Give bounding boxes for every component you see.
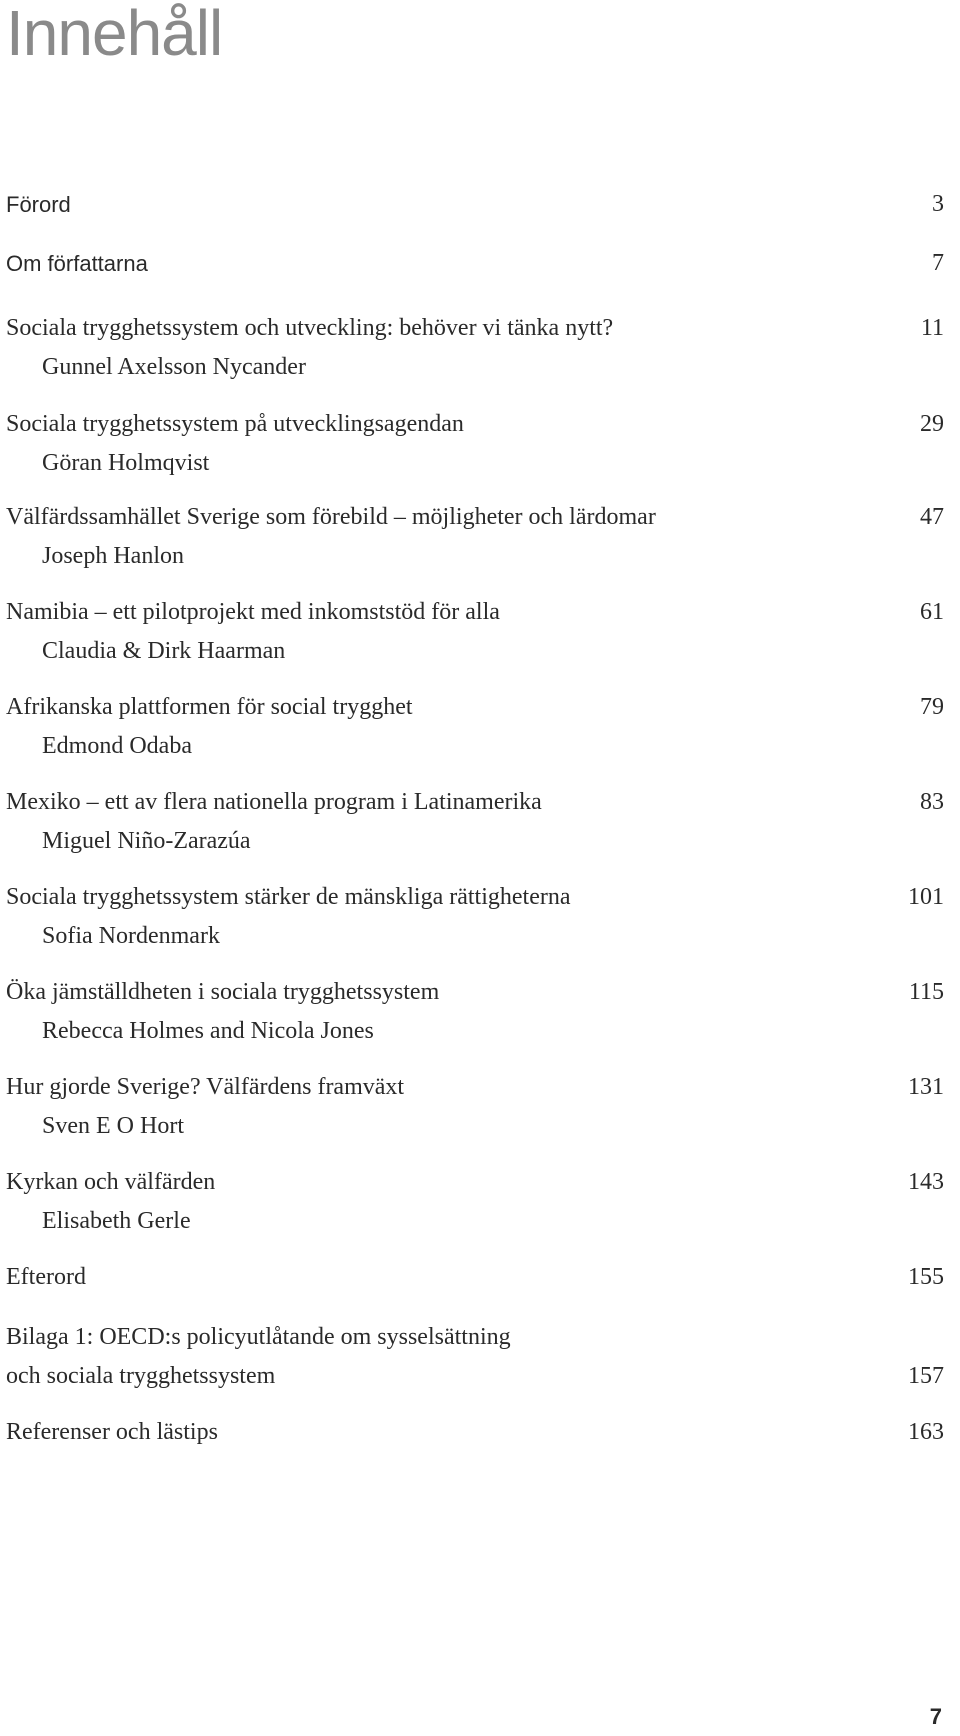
- entry-title: Välfärdssamhället Sverige som förebild – möjligheter och lärdomar: [6, 504, 656, 530]
- entry-page-number: 115: [908, 979, 944, 1005]
- entry-title-continued: och sociala trygghetssystem: [6, 1363, 276, 1389]
- entry-page-number: 79: [920, 694, 944, 720]
- toc-entry: [6, 783, 944, 861]
- entry-title: Referenser och lästips: [6, 1419, 218, 1445]
- entry-title: Mexiko – ett av flera nationella program i Latinamerika: [6, 789, 542, 815]
- toc-entry: [6, 309, 944, 387]
- entry-title: Efterord: [6, 1264, 86, 1290]
- entry-title: Sociala trygghetssystem på utvecklingsagendan: [6, 411, 464, 437]
- entry-author: Miguel Niño-Zarazúa: [42, 828, 251, 854]
- entry-title: Sociala trygghetssystem stärker de mänskliga rättigheterna: [6, 884, 571, 910]
- entry-author: Edmond Odaba: [42, 733, 192, 759]
- entry-page-number: 61: [920, 599, 944, 625]
- entry-page-number: 3: [932, 191, 944, 217]
- toc-entry-om-forfattarna: [6, 244, 944, 283]
- page-folio: 7: [929, 1704, 942, 1729]
- entry-author: Gunnel Axelsson Nycander: [42, 354, 306, 380]
- toc-entry: [6, 878, 944, 956]
- entry-title: Bilaga 1: OECD:s policyutlåtande om sysselsättning: [6, 1324, 511, 1350]
- entry-page-number: 143: [908, 1169, 944, 1195]
- toc-entry: [6, 973, 944, 1051]
- entry-title: Hur gjorde Sverige? Välfärdens framväxt: [6, 1074, 405, 1100]
- entry-title: Öka jämställdheten i sociala trygghetssystem: [6, 979, 440, 1005]
- page-title: Innehåll: [6, 0, 223, 69]
- entry-page-number: 7: [932, 250, 944, 276]
- entry-title: Sociala trygghetssystem och utveckling: behöver vi tänka nytt?: [6, 315, 614, 341]
- entry-title: Kyrkan och välfärden: [6, 1169, 216, 1195]
- entry-page-number: 29: [920, 411, 944, 437]
- entry-title: Förord: [6, 192, 71, 217]
- entry-page-number: 131: [908, 1074, 944, 1100]
- toc-entry-forord: [6, 185, 944, 224]
- toc-entry-bilaga: [6, 1318, 944, 1396]
- toc-entry: [6, 1068, 944, 1146]
- entry-page-number: 157: [908, 1363, 944, 1389]
- toc-entry: [6, 405, 944, 483]
- entry-author: Sofia Nordenmark: [42, 923, 220, 949]
- toc-entry: [6, 688, 944, 766]
- entry-author: Göran Holmqvist: [42, 450, 210, 476]
- entry-title: Om författarna: [6, 251, 148, 276]
- entry-author: Sven E O Hort: [42, 1113, 184, 1139]
- toc-entry-efterord: [6, 1258, 944, 1297]
- entry-author: Rebecca Holmes and Nicola Jones: [42, 1018, 374, 1044]
- toc-entry: [6, 593, 944, 671]
- entry-author: Claudia & Dirk Haarman: [42, 638, 286, 664]
- entry-title: Afrikanska plattformen för social trygghet: [6, 694, 413, 720]
- toc-entry: [6, 498, 944, 576]
- entry-title: Namibia – ett pilotprojekt med inkomststöd för alla: [6, 599, 500, 625]
- entry-page-number: 83: [920, 789, 944, 815]
- toc-entry-referenser: [6, 1413, 944, 1452]
- entry-page-number: 155: [908, 1264, 944, 1290]
- entry-page-number: 47: [920, 504, 944, 530]
- toc-entry: [6, 1163, 944, 1241]
- entry-author: Joseph Hanlon: [42, 543, 184, 569]
- entry-page-number: 11: [920, 315, 944, 341]
- entry-page-number: 101: [908, 884, 944, 910]
- entry-page-number: 163: [908, 1419, 944, 1445]
- entry-author: Elisabeth Gerle: [42, 1208, 191, 1234]
